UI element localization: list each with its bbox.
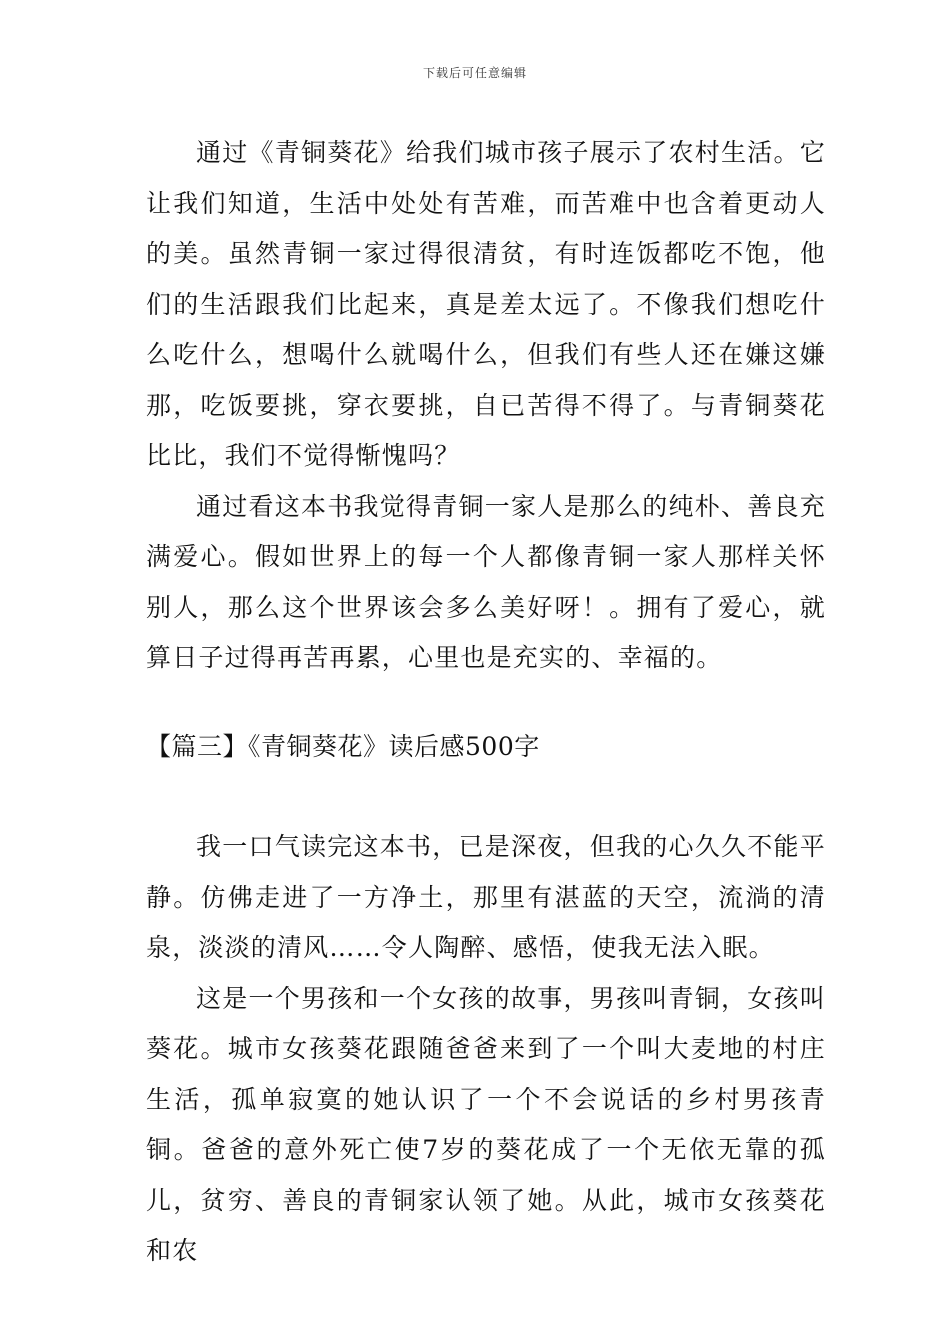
page-header-note: 下载后可任意编辑	[422, 66, 527, 80]
section-title: 【篇三】《青铜葵花》读后感500字	[146, 732, 540, 761]
paragraph-4: 这是一个男孩和一个女孩的故事，男孩叫青铜，女孩叫葵花。城市女孩葵花跟随爸爸来到了一个叫大麦地的村庄生活，孤单寂寞的她认识了一个不会说话的乡村男孩青铜。爸爸的意外死亡使7岁的葵花成了一个无依无靠的孤儿，贫穷、善良的青铜家认领了她。从此，城市女孩葵花和农	[146, 983, 826, 1265]
paragraph-1: 通过《青铜葵花》给我们城市孩子展示了农村生活。它让我们知道，生活中处处有苦难，而苦难中也含着更动人的美。虽然青铜一家过得很清贫，有时连饭都吃不饱，他们的生活跟我们比起来，真是差太远了。不像我们想吃什么吃什么，想喝什么就喝什么，但我们有些人还在嫌这嫌那，吃饭要挑，穿衣要挑，自已苦得不得了。与青铜葵花比比，我们不觉得惭愧吗？	[146, 138, 826, 470]
upper-body-text	[146, 128, 826, 684]
lower-body-text	[146, 822, 826, 1277]
paragraph-3: 我一口气读完这本书，已是深夜，但我的心久久不能平静。仿佛走进了一方净土，那里有湛蓝的天空，流淌的清泉，淡淡的清风……令人陶醉、感悟，使我无法入眠。	[146, 832, 826, 962]
paragraph-2: 通过看这本书我觉得青铜一家人是那么的纯朴、善良充满爱心。假如世界上的每一个人都像青铜一家人那样关怀别人，那么这个世界该会多么美好呀！。拥有了爱心，就算日子过得再苦再累，心里也是充实的、幸福的。	[146, 491, 826, 672]
